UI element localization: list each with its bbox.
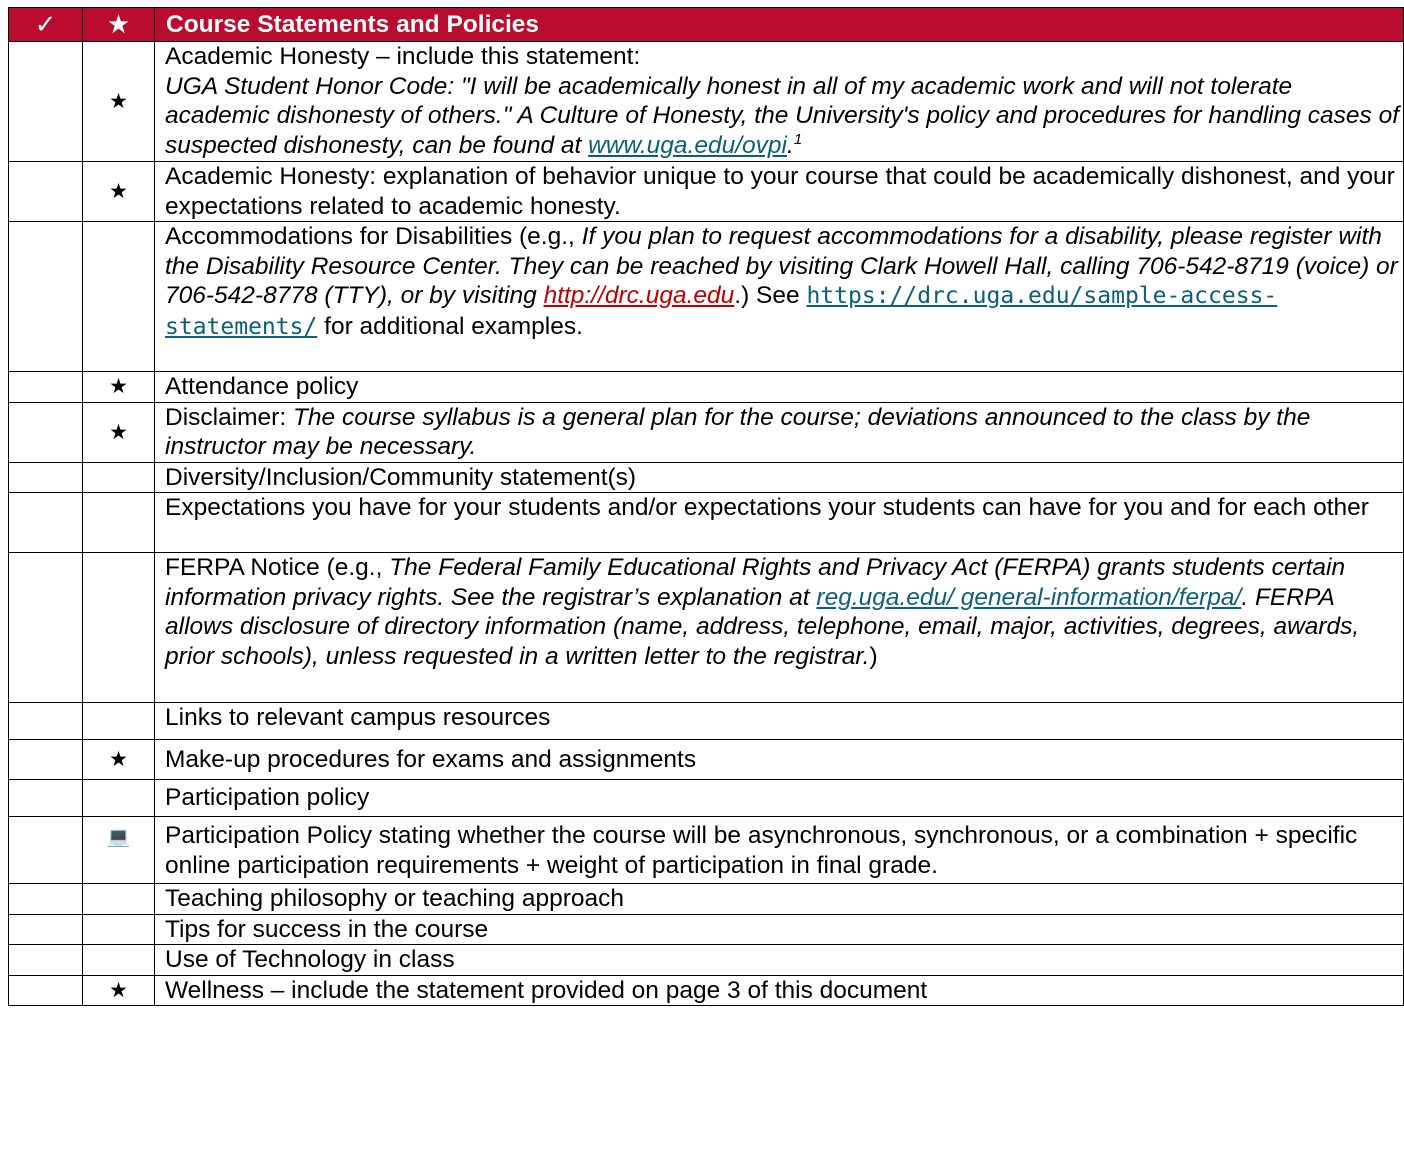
star-icon: ★	[83, 162, 155, 222]
star-icon: ★	[83, 42, 155, 162]
table-row	[9, 945, 1404, 976]
check-cell[interactable]	[9, 817, 83, 884]
access-statements-link[interactable]: https://drc.uga.edu/sample-access-statements/	[165, 283, 1278, 340]
check-cell[interactable]	[9, 884, 83, 915]
mark-cell	[83, 703, 155, 740]
check-cell[interactable]	[9, 372, 83, 403]
honor-code-quote: UGA Student Honor Code: "I will be academically honest in all of my academic work and will not tolerate academic dishonesty of others." A Culture of Honesty, the University's policy and procedures for handling cases of suspected dishonesty, can be found at	[165, 72, 1400, 159]
row-text: Academic Honesty: explanation of behavior unique to your course that could be academically dishonest, and your expectations related to academic honesty.	[155, 162, 1404, 222]
checkmark-icon: ✓	[9, 8, 83, 42]
disability-quote: If you plan to request accommodations for a disability, please register with the Disability Resource Center. They can be reached by visiting Clark Howell Hall, calling 706-542-8719 (voice) or 706-542-8778 (TTY), or by visiting	[165, 223, 1398, 309]
check-cell[interactable]	[9, 493, 83, 553]
table-row	[9, 162, 1404, 222]
row-text: Attendance policy	[155, 372, 1404, 403]
drc-link[interactable]: http://drc.uga.edu	[543, 282, 735, 309]
ferpa-quote: The Federal Family Educational Rights and Privacy Act (FERPA) grants students certain information privacy rights. See the registrar’s explanation at	[165, 554, 1346, 611]
table-row	[9, 914, 1404, 945]
row-text	[155, 402, 1404, 462]
mark-cell	[83, 945, 155, 976]
table-row	[9, 493, 1404, 553]
mark-cell	[83, 493, 155, 553]
check-cell[interactable]	[9, 945, 83, 976]
table-row	[9, 975, 1404, 1006]
star-icon: ★	[83, 402, 155, 462]
row-text: Tips for success in the course	[155, 914, 1404, 945]
check-cell[interactable]	[9, 162, 83, 222]
row-lead: Academic Honesty – include this statement:	[165, 43, 641, 70]
section-title: Course Statements and Policies	[155, 8, 1404, 42]
mark-cell	[83, 884, 155, 915]
table-row	[9, 780, 1404, 817]
row-text: Diversity/Inclusion/Community statement(s)	[155, 462, 1404, 493]
row-text	[155, 222, 1404, 372]
laptop-icon: 💻	[83, 817, 155, 884]
row-tail: .	[787, 131, 794, 159]
check-cell[interactable]	[9, 703, 83, 740]
star-icon: ★	[83, 8, 155, 42]
check-cell[interactable]	[9, 975, 83, 1006]
check-cell[interactable]	[9, 402, 83, 462]
mark-cell	[83, 462, 155, 493]
table-header-row	[9, 8, 1404, 42]
table-row	[9, 884, 1404, 915]
table-row	[9, 222, 1404, 372]
star-icon: ★	[83, 975, 155, 1006]
row-tail: for additional examples.	[317, 312, 583, 340]
table-row	[9, 42, 1404, 162]
check-cell[interactable]	[9, 553, 83, 703]
table-row	[9, 553, 1404, 703]
star-icon: ★	[83, 372, 155, 403]
footnote-marker: 1	[793, 130, 803, 148]
row-text: Wellness – include the statement provided on page 3 of this document	[155, 975, 1404, 1006]
course-policies-checklist	[8, 7, 1404, 1006]
row-text: Links to relevant campus resources	[155, 703, 1404, 740]
row-lead: FERPA Notice (e.g.,	[165, 554, 390, 581]
ferpa-link[interactable]: reg.uga.edu/ general-information/ferpa/	[816, 583, 1242, 611]
ovpi-link[interactable]: www.uga.edu/ovpi	[588, 131, 787, 159]
check-cell[interactable]	[9, 462, 83, 493]
mark-cell	[83, 780, 155, 817]
check-cell[interactable]	[9, 42, 83, 162]
check-cell[interactable]	[9, 914, 83, 945]
check-cell[interactable]	[9, 780, 83, 817]
row-text	[155, 553, 1404, 703]
row-lead: Disclaimer:	[165, 403, 293, 431]
row-text: Participation Policy stating whether the course will be asynchronous, synchronous, or a combination + specific online participation requirements + weight of participation in final grade.	[155, 817, 1404, 884]
row-text	[155, 42, 1404, 162]
table-row	[9, 402, 1404, 462]
mark-cell	[83, 914, 155, 945]
mark-cell	[83, 222, 155, 372]
row-mid: .) See	[734, 282, 807, 309]
table-row	[9, 740, 1404, 780]
table-row	[9, 703, 1404, 740]
disclaimer-quote: The course syllabus is a general plan for the course; deviations announced to the class by the instructor may be necessary.	[165, 403, 1311, 460]
row-lead: Accommodations for Disabilities (e.g.,	[165, 223, 582, 250]
row-tail: )	[869, 642, 878, 670]
row-text: Participation policy	[155, 780, 1404, 817]
mark-cell	[83, 553, 155, 703]
row-text: Teaching philosophy or teaching approach	[155, 884, 1404, 915]
row-text: Expectations you have for your students and/or expectations your students can have for you and for each other	[155, 493, 1404, 553]
table-row	[9, 462, 1404, 493]
check-cell[interactable]	[9, 222, 83, 372]
check-cell[interactable]	[9, 740, 83, 780]
row-text: Use of Technology in class	[155, 945, 1404, 976]
star-icon: ★	[83, 740, 155, 780]
table-row	[9, 817, 1404, 884]
row-text: Make-up procedures for exams and assignments	[155, 740, 1404, 780]
table-row	[9, 372, 1404, 403]
ferpa-quote-cont: . FERPA allows disclosure of directory information (name, address, telephone, email, major, activities, degrees, awards, prior schools), unless requested in a written letter to the registrar.	[165, 583, 1360, 670]
